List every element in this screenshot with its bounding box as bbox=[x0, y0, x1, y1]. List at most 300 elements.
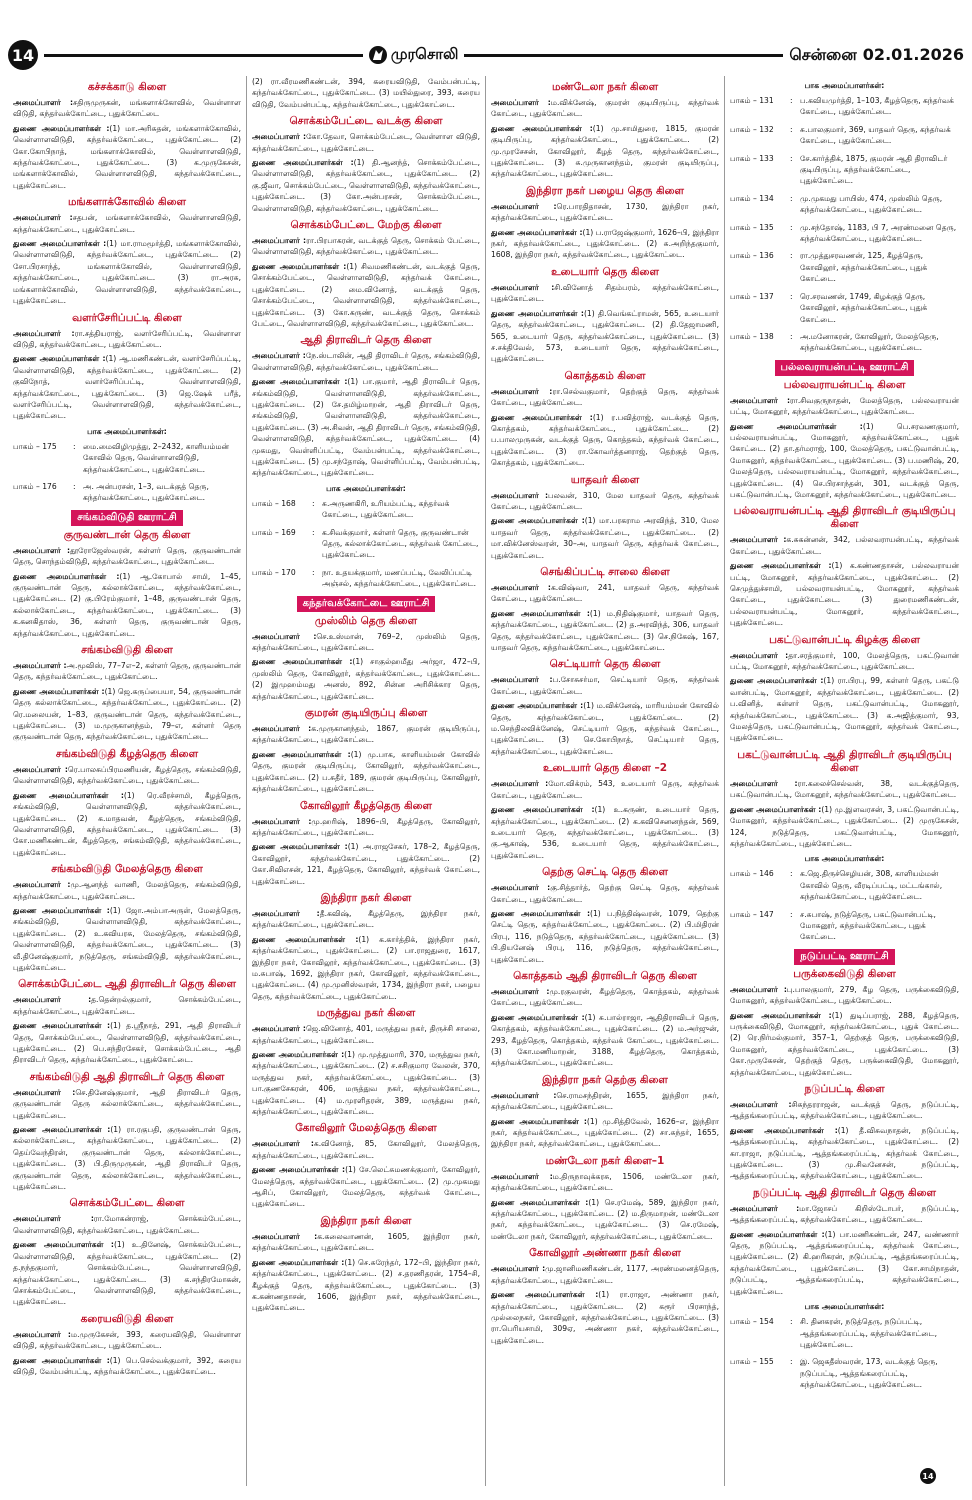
organizer-label: அமைப்பாளர் : bbox=[252, 1231, 318, 1241]
part-organizer-text: இ. ஜெகதீஸ்வரன், 173, வடக்குத் தெரு, நடுப்பட்டி, ஆத்தங்கரைப்பட்டி, கந்தர்வக்கோட்டை, புதுக்கோட்டை. bbox=[800, 1357, 938, 1390]
organizer-text: கோ.தேவா, சொக்கம்பேட்டை, வெள்ளாள விடுதி, கந்தர்வக்கோட்டை, புதுக்கோட்டை. bbox=[252, 132, 481, 153]
deputy-organizers-entry bbox=[252, 1049, 480, 1117]
organizer-text: ரா.கலைச்செல்வன், 38, வடக்குத்தெரு, பகட்டுவான்பட்டி, மோகனூர், கந்தர்வக்கோட்டை, புதுக்கோட்டை. bbox=[730, 778, 959, 800]
branch-title: கோவிலூர் கீழத்தெரு கிளை bbox=[299, 799, 432, 812]
organizer-label: அமைப்பாளர் : bbox=[491, 386, 553, 396]
organizer-label: அமைப்பாளர் : bbox=[13, 661, 67, 671]
deputy-organizers-entry bbox=[730, 1229, 959, 1297]
deputy-organizers-entry bbox=[13, 353, 241, 421]
organizer-label: அமைப்பாளர் : bbox=[491, 490, 548, 500]
deputy-text: (1) ப.ராஜேஷ்குமார், 1626–பி, இந்திரா நகர், கந்தர்வக்கோட்டை, புதுக்கோட்டை. (2) சு.அறிந்தகுமார், 1608, இந்திரா நகர், கந்தர்வக்கோட்டை, புதுக்கோட்டை. bbox=[491, 227, 719, 260]
branch-title: கச்சக்காடு கிளை bbox=[87, 81, 167, 93]
part-organizer-text: நா. உதயக்குமார், மணப்பட்டி, வேலிப்பட்டி அஞ்சல், கந்தர்வக்கோட்டை, புதுக்கோட்டை. bbox=[322, 567, 477, 589]
deputy-organizers-entry bbox=[252, 1257, 480, 1314]
deputy-label: துணை அமைப்பாளர்கள் : bbox=[252, 377, 348, 387]
branch-title: யாதவர் கிளை bbox=[570, 473, 640, 486]
deputy-organizers-entry bbox=[730, 560, 959, 628]
organizer-text: சதபன், மங்களாக்கோவில், வெள்ளாளவிடுதி, கந்தர்வக்கோட்டை, புதுக்கோட்டை. bbox=[13, 213, 241, 234]
organizer-label: அமைப்பாளர் : bbox=[730, 1100, 792, 1109]
organizer-label: அமைப்பாளர் : bbox=[730, 650, 789, 660]
organizer-text: சி.வினோத் சிதம்பரம், கந்தர்வக்கோட்டை, புதுக்கோட்டை. bbox=[491, 282, 719, 304]
branch-title: நடுப்பட்டி ஆதி திராவிடர் தெரு கிளை bbox=[752, 1186, 936, 1199]
organizer-text: அ.மூவிஸ், 77–7எ–2, கள்ளர் தெரு, குருவண்டான் தெரு, கந்தர்வக்கோட்டை, புதுக்கோட்டை. bbox=[13, 661, 241, 682]
deputy-organizers-entry bbox=[252, 157, 480, 214]
deputy-label: துணை அமைப்பாளர்கள் : bbox=[252, 657, 353, 667]
branch-title: மண்டேலா நகர் கிளை–1 bbox=[545, 1154, 665, 1167]
part-organizer-text: சு.பாலகுமார், 369, யாதவர் தெரு, கந்தர்வக் கோட்டை, புதுக்கோட்டை. bbox=[800, 124, 951, 146]
deputy-label: துணை அமைப்பாளர்கள் : bbox=[491, 701, 584, 711]
part-organizer-text: மு.சந்தோஷ், 1183, பி 7, அரண்மனை தெரு, கந்தர்வக்கோட்டை, புதுக்கோட்டை. bbox=[800, 222, 957, 244]
column-2 bbox=[247, 76, 486, 1486]
organizer-text: ரா.செல்வகுமார், தெற்குத் தெரு, கந்தர்வக் கோட்டை, புதுக்கோட்டை. bbox=[491, 386, 719, 408]
dateline-city: சென்னை bbox=[789, 44, 857, 64]
organizer-text: க.கலைவாணன், 1605, இந்திரா நகர், கந்தர்வக்கோட்டை, புதுக்கோட்டை. bbox=[252, 1231, 480, 1253]
deputy-label: துணை அமைப்பாளர்கள் : bbox=[13, 790, 124, 800]
masthead-rule-right bbox=[464, 54, 783, 57]
branch-title: கொத்தகம் கிளை bbox=[564, 369, 646, 382]
organizer-text: மு.ஹரிஷ், 1896–பி, கீழத்தெரு, கோவிலூர், கந்தர்வக்கோட்டை, புதுக்கோட்டை. bbox=[252, 816, 480, 837]
dateline bbox=[789, 45, 964, 66]
part-number: பாகம் – 137 bbox=[730, 291, 774, 301]
organizer-label: அமைப்பாளர் : bbox=[13, 995, 92, 1005]
part-organizer-row: பாகம் – 137 : ரெ.சரவணன், 1749, கிழக்குத் தெரு, கோவிலூர், கந்தர்வக்கோட்டை, புதுக் கோட்டை. bbox=[730, 291, 959, 325]
part-organizer-text: அ.மனோகரன், கோவிலூர், மேலத்தெரு, கந்தர்வக்கோட்டை, புதுக்கோட்டை. bbox=[800, 331, 939, 353]
deputy-organizers-entry bbox=[252, 261, 480, 329]
deputy-text: (1) மா.பரகராம அரவிந்த், 310, மேல யாதவர் தெரு, கந்தர்வக்கோட்டை, புதுக்கோட்டை. (2) மா.விக்னேஸ்வரன், 30–அ, யாதவர் தெரு, கந்தர்வக் கோட்டை, புதுக்கோட்டை. bbox=[491, 516, 719, 560]
deputy-organizers-entry bbox=[491, 1289, 719, 1346]
part-organizer-text: மை.மைவிழிமுத்து, 2–2432, காளியம்மன் கோவில் தெரு, வெள்ளாளவிடுதி, கந்தர்வக்கோட்டை, புதுக்கோட்டை. bbox=[83, 441, 230, 474]
deputy-text: (1) ரா.ரகுபதி, குருவண்டான் தெரு, கல்லாக்கோட்டை, கந்தர்வக்கோட்டை, புதுக்கோட்டை. (2) தெய்வேந்திரன், குருவண்டான் தெரு, கல்லாக்கோட்டை, புதுக்கோட்டை. (3) பி.திருமுருகன், ஆதி திராவிடர் தெரு, குருவண்டான் தெரு, கல்லாக்கோட்டை, கந்தர்வக்கோட்டை, புதுக்கோட்டை. bbox=[13, 1125, 241, 1192]
deputy-text: (1) மு.இளவரசன், 3, பகட்டுவான்பட்டி, மோகனூர், கந்தர்வக்கோட்டை, புதுக்கோட்டை. (2) முருகேசன், 124, நடுத்தெரு, பகட்டுவான்பட்டி, மோகனூர், கந்தர்வக்கோட்டை, புதுக்கோட்டை. bbox=[730, 804, 959, 848]
part-organizer-row: பாகம் – 133 : சே.கார்த்திக், 1875, குமரன் ஆதி திராவிடர் குடியிருப்பு, கந்தர்வக்கோட்டை, புதுக்கோட்டை. bbox=[730, 153, 959, 187]
deputy-organizers-entry bbox=[491, 1116, 719, 1150]
organizer-entry bbox=[491, 1171, 719, 1194]
organizer-label: அமைப்பாளர் : bbox=[491, 883, 551, 893]
organizer-text: க.சுகன்னன், 342, பல்லவராயன்பட்டி, கந்தர்வக் கோட்டை, புதுக்கோட்டை. bbox=[730, 535, 959, 556]
organizer-entry bbox=[730, 534, 959, 557]
deputy-text: (1) பா.குமார், ஆதி திராவிடர் தெரு, சங்கம்விடுதி, வெள்ளாளவிடுதி, கந்தர்வக்கோட்டை, புதுக்கோட்டை. (2) சே.தமிழ்மாறன், ஆதி திராவிடர் தெரு, சங்கம்விடுதி, வெள்ளாளவிடுதி, கந்தர்வக்கோட்டை, புதுக்கோட்டை. (3) அ.சிவன், ஆதி திராவிடர் தெரு, சங்கம்விடுதி, வெள்ளாளவிடுதி, கந்தர்வக்கோட்டை, புதுக்கோட்டை. (4) முகமது, வெள்ளிப்பட்டி, வேம்பன்பட்டி, கந்தர்வக்கோட்டை, புதுக்கோட்டை. (5) மு.சந்தோஷ், வெள்ளிப்பட்டி, வேம்பன்பட்டி, கந்தர்வக்கோட்டை, புதுக்கோட்டை. bbox=[252, 377, 480, 478]
deputy-organizers-entry bbox=[252, 749, 480, 795]
deputy-label: துணை அமைப்பாளர்கள் : bbox=[730, 676, 824, 686]
panchayat-banner: நடுப்பட்டி ஊராட்சி bbox=[794, 949, 894, 965]
organizer-label: அமைப்பாளர் : bbox=[491, 201, 557, 211]
branch-title: இந்திரா நகர் தெற்கு கிளை bbox=[542, 1073, 668, 1086]
organizer-text: சிசுந்தரராஜன், வடக்குத் தெரு, நடுப்பட்டி, ஆத்தங்கரைப்பட்டி, கந்தர்வக்கோட்டை, புதுக்கோட்டை. bbox=[730, 1100, 959, 1121]
deputy-organizers-entry bbox=[252, 656, 480, 702]
deputy-text: (1) க.கார்த்திக், இந்திரா நகர், கந்தர்வக்கோட்டை, புதுக்கோட்டை. (2) பா.ராஜதுரை, 1617, இந்திரா நகர், கோவிலூர், கந்தர்வக்கோட்டை, புதுக்கோட்டை. (3) ம.சுபாஷ், 1692, இந்திரா நகர், கோவிலூர், கந்தர்வக்கோட்டை, புதுக்கோட்டை. (4) மு.முனிஸ்வரன், 1734, இந்திரா நகர், பழைய தெரு, கந்தர்வக்கோட்டை, புதுக்கோட்டை. bbox=[252, 934, 481, 1001]
panchayat-banner: கந்தர்வக்கோட்டை ஊராட்சி bbox=[297, 596, 436, 612]
part-organizer-text: ரா.முத்துசரவணன், 125, கீழத்தெரு, கோவிலூர், கந்தர்வக்கோட்டை, புதுக் கோட்டை. bbox=[800, 251, 928, 284]
part-number: பாகம் – 169 bbox=[252, 527, 296, 537]
branch-title: குருவண்டான் தெரு கிளை bbox=[63, 528, 191, 541]
organizer-label: அமைப்பாளர் : bbox=[491, 282, 555, 292]
deputy-label: துணை அமைப்பாளர்கள் : bbox=[252, 1165, 346, 1175]
deputy-label: துணை அமைப்பாளர்கள் : bbox=[13, 905, 110, 915]
part-organizers-heading: பாக அமைப்பாளர்கள்: bbox=[804, 1302, 885, 1312]
deputy-organizers-entry bbox=[491, 308, 719, 365]
deputy-text: (1) ம.நிதிஷ்குமார், யாதவர் தெரு, கந்தர்வக்கோட்டை, புதுக்கோட்டை. (2) த.அரவிந்த், 306, யாதவர் தெரு, கந்தர்வக்கோட்டை, புதுக்கோட்டை. (3) செ.நிகேஷ், 167, யாதவர் தெரு, கந்தர்வக்கோட்டை, புதுக்கோட்டை. bbox=[491, 608, 719, 653]
deputy-label: துணை அமைப்பாளர்கள் : bbox=[252, 261, 347, 271]
deputy-text: (1) ஜோ.அம்பாஅருள், மேலத்தெரு, சங்கம்விடுதி, வெள்ளாளவிடுதி, கந்தர்வக்கோட்டை, புதுக்கோட்டை. (2) உ.கவியரசு, மேலத்தெரு, சங்கம்விடுதி, வெள்ளாளவிடுதி, கந்தர்வக்கோட்டை, புதுக்கோட்டை. (3) வீ.தினேஷ்குமார், நடுத்தெரு, சங்கம்விடுதி, கந்தர்வக்கோட்டை, புதுக்கோட்டை. bbox=[13, 905, 241, 972]
organizer-label: அமைப்பாளர் : bbox=[730, 1203, 800, 1213]
deputy-organizers-entry bbox=[730, 1125, 959, 1182]
organizer-label: அமைப்பாளர் : bbox=[252, 908, 320, 918]
organizer-entry bbox=[252, 1023, 480, 1046]
organizer-entry bbox=[491, 778, 719, 801]
organizer-label: அமைப்பாளர் : bbox=[252, 132, 307, 142]
deputy-organizers-entry bbox=[491, 123, 719, 180]
organizer-entry bbox=[252, 235, 480, 258]
deputy-text: (1) அ.ராஜசேகர், 178–2, கீழத்தெரு, கோவிலூர், கந்தர்வக்கோட்டை, புதுக்கோட்டை. (2) கோ.சிவிஎசன், 121, கீழத்தெரு, கோவிலூர், கந்தர்வக் கோட்டை, புதுக்கோட்டை. bbox=[252, 842, 481, 886]
deputy-label: துணை அமைப்பாளர்கள் : bbox=[13, 1125, 111, 1135]
deputy-organizers-entry bbox=[491, 1012, 719, 1069]
deputy-organizers-entry bbox=[13, 686, 241, 743]
organizer-entry bbox=[13, 212, 241, 235]
deputy-label: துணை அமைப்பாளர்கள் : bbox=[730, 1010, 832, 1020]
branch-title: சங்கம்விடுதி கீழத்தெரு கிளை bbox=[55, 747, 199, 760]
part-organizer-row: பாகம் – 138 : அ.மனோகரன், கோவிலூர், மேலத்தெரு, கந்தர்வக்கோட்டை, புதுக்கோட்டை. bbox=[730, 331, 959, 354]
organizer-entry bbox=[491, 582, 719, 605]
column-3 bbox=[486, 76, 725, 1486]
part-organizers-heading: பாக அமைப்பாளர்கள்: bbox=[87, 426, 167, 436]
deputy-label: துணை அமைப்பாளர்கள் : bbox=[491, 516, 585, 526]
organizer-text: செ.உஸ்மான், 769–2, முஸ்லிம் தெரு, கந்தர்வக்கோட்டை, புதுக்கோட்டை. bbox=[252, 631, 480, 653]
branch-title: கரையவிடுதி கிளை bbox=[80, 1312, 174, 1325]
part-organizer-text: சே.கார்த்திக், 1875, குமரன் ஆதி திராவிடர் குடியிருப்பு, கந்தர்வக்கோட்டை, புதுக்கோட்டை. bbox=[800, 153, 948, 186]
deputy-text: (1) க.கண்ணதாசன், பல்லவராயன் பட்டி, மோகனூர், கந்தர்வக்கோட்டை, புதுக்கோட்டை. (2) செமுத்துச்சாமி, பல்லவராயன்பட்டி, மோகனூர், கந்தர்வக் கோட்டை, புதுக்கோட்டை. (3) துரைமணிகண்டன், பல்லவராயன்பட்டி, மோகனூர், கந்தர்வக்கோட்டை, புதுக்கோட்டை. bbox=[730, 561, 959, 628]
deputy-text: (1) த.ஸ்ரீநாத், 291, ஆதி திராவிடர் தெரு, சொக்கம்பேட்டை, வெள்ளாளவிடுதி, கந்தர்வக்கோட்டை, புதுக்கோட்டை. (2) பெ.சந்திரசேகர், சொக்கம்பேட்டை, ஆதி திராவிடர் தெரு, கந்தர்வக்கோட்டை, புதுக்கோட்டை. bbox=[13, 1021, 241, 1065]
part-organizer-row: பாகம் – 176 : அ. அன்பரசன், 1–3, வடக்குத் தெரு, கந்தர்வக்கோட்டை, புதுக்கோட்டை. bbox=[13, 481, 241, 504]
organizer-text: சதிருமுருகன், மங்களாக்கோவில், வெள்ளாள விடுதி, கந்தர்வக்கோட்டை, புதுக்கோட்டை bbox=[13, 98, 241, 119]
organizer-label: அமைப்பாளர் : bbox=[252, 1024, 306, 1034]
organizer-label: அமைப்பாளர் : bbox=[13, 1329, 71, 1339]
deputy-organizers-entry bbox=[13, 571, 241, 639]
part-organizer-row: பாகம் – 175 : மை.மைவிழிமுத்து, 2–2432, காளியம்மன் கோவில் தெரு, வெள்ளாளவிடுதி, கந்தர்வக்கோட்டை, புதுக்கோட்டை. bbox=[13, 441, 241, 475]
deputy-text: (1) மு.பாக, காளியம்மன் கோவில் தெரு, குமரன் குடியிருப்பு, கோவிலூர், கந்தர்வக்கோட்டை, புதுக்கோட்டை. (2) ப.சுதீர், 189, குமரன் குடியிருப்பு, கோவிலூர், கந்தர்வக்கோட்டை, புதுக்கோட்டை. bbox=[252, 749, 480, 794]
organizer-text: மு.ஆனந்த் வாணி, மேலத்தெரு, சங்கம்விடுதி, கந்தர்வக்கோட்டை, புதுக்கோட்டை. bbox=[13, 880, 241, 901]
organizer-entry bbox=[491, 674, 719, 697]
branch-title: முஸ்லிம் தெரு கிளை bbox=[314, 614, 418, 627]
branch-title: சங்கம்விடுதி மேலத்தெரு கிளை bbox=[51, 863, 203, 876]
part-number: பாகம் – 136 bbox=[730, 251, 774, 261]
organizer-label: அமைப்பாளர் : bbox=[730, 984, 787, 994]
organizer-entry bbox=[491, 97, 719, 120]
part-organizer-text: சி. தினகரன், நடுத்தெரு, நடுப்பட்டி, ஆத்தங்கரைப்பட்டி, கந்தர்வக்கோட்டை, புதுக்கோட்டை. bbox=[800, 1317, 938, 1349]
deputy-label: துணை அமைப்பாளர்கள் : bbox=[13, 1240, 114, 1250]
continued-text: (2) ரா.வீரமணிகண்டன், 394, கரையவிடுதி, வேம்பன்பட்டி, கந்தர்வக்கோட்டை, புதுக்கோட்டை. (3) மயில்துரை, 393, கரைய விடுதி, வேம்பன்பட்டி, கந்தர்வக்கோட்டை, புதுக்கோட்டை. bbox=[252, 77, 480, 109]
deputy-text: (1) துடிப்பராஜ், 288, கீழத்தெரு, பருக்கைவிடுதி, மோகனூர், கந்தர்வக்கோட்டை, புதுக் கோட்டை. (2) ரெ.நிர்மல்குமார், 357–1, தெற்குத் தெரு, பருக்கைவிடுதி, மோகனூர், கந்தர்வக்கோட்டை, புதுக்கோட்டை. (3) கோ.முருகேசன், தெற்குத் தெரு, பருக்கைவிடுதி, மோகனூர், கந்தர்வக்கோட்டை, புதுக்கோட்டை. bbox=[730, 1010, 959, 1077]
part-organizer-row: பாகம் – 169 : க.சிவக்குமார், கள்ளர் தெரு, குருவண்டான் தெரு, கல்லாக்கோட்டை, கந்தர்வக் கோட்டை, புதுக்கோட்டை. bbox=[252, 527, 479, 560]
part-organizer-row: பாகம் – 134 : மு.முகமது பாயிஸ், 474, முஸ்லிம் தெரு, கந்தர்வக்கோட்டை, புதுக்கோட்டை. bbox=[730, 193, 959, 216]
organizer-entry bbox=[491, 201, 719, 224]
organizer-entry bbox=[252, 908, 480, 931]
organizer-entry bbox=[730, 1099, 959, 1122]
organizer-text: தூரோஜேஸ்வரன், கள்ளர் தெரு, குருவண்டான் தெரு, சொந்தம்விடுதி, கந்தர்வக்கோட்டை, புதுக்கோட்டை. bbox=[13, 545, 241, 567]
part-organizer-text: க.ஜெ.திருச்செழியன், 308, காளியம்மன் கோவில் தெரு, வீரடிப்பட்டி, மட்டங்கால், கந்தர்வக்கோட்டை, புதுக்கோட்டை. bbox=[800, 869, 943, 902]
branch-title: சொக்கம்பேட்டை வடக்கு கிளை bbox=[289, 115, 443, 128]
organizer-entry bbox=[252, 131, 480, 154]
branch-title: ஆதி திராவிடர் தெரு கிளை bbox=[300, 334, 432, 347]
organizer-text: ரா.சிவகுருநாதன், மேலத்தெரு, பல்லவராயன் பட்டி, மோகனூர், கந்தர்வக்கோட்டை, புதுக்கோட்டை. bbox=[730, 395, 959, 417]
branch-title: தெற்கு செட்டி தெரு கிளை bbox=[542, 866, 668, 879]
organizer-entry bbox=[13, 1329, 241, 1352]
part-organizer-row: பாகம் – 131 : ப.கவியமுர்த்தி, 1–103, கீழத்தெரு, கந்தர்வக் கோட்டை, புதுக்கோட்டை. bbox=[730, 95, 959, 118]
branch-title: குமரன் குடியிருப்பு கிளை bbox=[304, 707, 428, 720]
deputy-organizers-entry bbox=[730, 421, 959, 501]
organizer-entry bbox=[13, 1213, 241, 1236]
organizer-label: அமைப்பாளர் : bbox=[491, 1264, 546, 1274]
deputy-organizers-entry bbox=[491, 608, 719, 654]
rising-sun-logo-icon bbox=[369, 46, 387, 64]
organizer-text: க.விஷ்வா, 241, யாதவர் தெரு, கந்தர்வக் கோட்டை, புதுக்கோட்டை. bbox=[491, 583, 719, 604]
organizer-label: அமைப்பாளர் : bbox=[13, 328, 75, 338]
part-number: பாகம் – 155 bbox=[730, 1357, 774, 1367]
organizer-entry bbox=[13, 764, 241, 787]
branch-title: பல்லவராயன்பட்டி கிளை bbox=[783, 378, 906, 391]
branch-title: செட்டியார் தெரு கிளை bbox=[549, 658, 661, 671]
organizer-text: ரா.பிரபாகரன், வடக்குத் தெரு, சொக்கம் பேட்டை, வெள்ளாளவிடுதி, கந்தர்வக்கோட்டை, புதுக்கோட்டை. bbox=[252, 236, 480, 257]
branch-title: உடையார் தெரு கிளை –2 bbox=[542, 762, 668, 775]
part-organizer-text: க.சிவக்குமார், கள்ளர் தெரு, குருவண்டான் தெரு, கல்லாக்கோட்டை, கந்தர்வக் கோட்டை, புதுக்கோட்டை. bbox=[322, 527, 479, 560]
deputy-text: (1) சே.லெட்சுமணக்குமார், கோவிலூர், மேலத்தெரு, கந்தர்வக்கோட்டை, புதுக்கோட்டை. (2) மு.முகமது ஆசிப், கோவிலூர், மேலத்தெரு, கந்தர்வக் கோட்டை, புதுக்கோட்டை. bbox=[252, 1165, 480, 1209]
deputy-label: துணை அமைப்பாளர்கள் : bbox=[491, 1197, 589, 1207]
column-1 bbox=[8, 76, 247, 1486]
deputy-organizers-entry bbox=[13, 1124, 241, 1192]
organizer-label: அமைப்பாளர் : bbox=[252, 724, 312, 734]
part-organizer-row: பாகம் – 168 : சு.அருணகிரி, உரியம்பட்டி, கந்தர்வக் கோட்டை, புதுக்கோட்டை. bbox=[252, 498, 480, 521]
organizer-text: ம.விக்னேஷ், குமரன் குடியிருப்பு, கந்தர்வக் கோட்டை, புதுக்கோட்டை. bbox=[491, 98, 719, 119]
part-number: பாகம் – 154 bbox=[730, 1317, 774, 1327]
deputy-text: (1) தி.வெங்கட்ராமன், 565, உடையார் தெரு, கந்தர்வக்கோட்டை, புதுக்கோட்டை. (2) தி.தேஜாமணி, 565, உடையார் தெரு, கந்தர்வக்கோட்டை, புதுக்கோட்டை. (3) ச.சக்திவேல், 573, உடையார் தெரு, கந்தர்வக்கோட்டை, புதுக்கோட்டை. bbox=[491, 308, 720, 364]
organizer-entry bbox=[13, 1087, 241, 1121]
organizer-text: நே.ஸ்டாலின், ஆதி திராவிடர் தெரு, சங்கம்விடுதி, வெள்ளாளவிடுதி, கந்தர்வக்கோட்டை, புதுக்கோட்டை. bbox=[252, 351, 480, 372]
organizer-entry bbox=[252, 350, 480, 373]
part-number: பாகம் – 147 bbox=[730, 909, 774, 919]
branch-title: சங்கம்விடுதி கிளை bbox=[81, 644, 173, 657]
deputy-label: துணை அமைப்பாளர்கள் : bbox=[730, 804, 822, 814]
deputy-label: துணை அமைப்பாளர்கள் : bbox=[491, 123, 593, 133]
branch-title: வளர்சேரிப்பட்டி கிளை bbox=[72, 311, 182, 324]
deputy-label: துணை அமைப்பாளர்கள் : bbox=[252, 934, 359, 944]
part-organizers-heading: பாக அமைப்பாளர்கள்: bbox=[804, 81, 885, 90]
deputy-text: (1) மு.முத்துமாரி, 370, மருத்துவ நகர், கந்தர்வக்கோட்டை, புதுக்கோட்டை. (2) ச.சசிகுமார வேலன், 370, மருத்துவ நகர், கந்தர்வக்கோட்டை, புதுக்கோட்டை. (3) பா.குணசேகரன், 406, மருத்துவ நகர், கந்தர்வக்கோட்டை, புதுக்கோட்டை. (4) ம.முரளிதரன், 389, மருத்துவ நகர், கந்தர்வக்கோட்டை, புதுக்கோட்டை. bbox=[252, 1050, 480, 1117]
organizer-label: அமைப்பாளர் : bbox=[252, 1139, 314, 1149]
organizer-entry bbox=[491, 882, 719, 905]
organizer-text: பலவன், 310, மேல யாதவர் தெரு, கந்தர்வக் கோட்டை, புதுக்கோட்டை. bbox=[491, 490, 719, 511]
deputy-text: (1) ம.விக்னேஷ், மாரியம்மன் கோவில் தெரு, கந்தர்வக்கோட்டை, புதுக்கோட்டை. (2) ம.செந்திலவிக்னேஷ், செட்டியார் தெரு, கந்தர்வக் கோட்டை, புதுக்கோட்டை. (3) செ.கோபிநாத், செட்டியார் தெரு, கந்தர்வக்கோட்டை, புதுக்கோட்டை. bbox=[491, 701, 719, 756]
deputy-label: துணை அமைப்பாளர்கள் : bbox=[491, 805, 595, 815]
part-organizer-text: ச.சுபாஷ், நடுத்தெரு, பகட்டுவான்பட்டி, மோகனூர், கந்தர்வக்கோட்டை, புதுக் கோட்டை. bbox=[800, 909, 936, 942]
branch-title: சொக்கம்பேட்டை ஆதி திராவிடர் தெரு கிளை bbox=[18, 978, 236, 991]
organizer-label: அமைப்பாளர் : bbox=[491, 1090, 557, 1100]
deputy-text: (1) மா.ராமமூர்த்தி, மங்களாக்கோவில், வெள்ளாளவிடுதி, கந்தர்வக்கோட்டை, புதுக்கோட்டை. (2) சோ.பிரசாந்த், மங்களாக்கோவில், வெள்ளாளவிடுதி, கந்தர்வக்கோட்டை, புதுக்கோட்டை. (3) ரா.அரசு, மங்களாக்கோவில், வெள்ளாளவிடுதி, கந்தர்வக்கோட்டை, புதுக்கோட்டை. bbox=[13, 239, 242, 306]
deputy-organizers-entry bbox=[491, 804, 719, 861]
organizer-entry bbox=[13, 545, 241, 568]
deputy-text: (1) தீ.விசுவநாதன், நடுப்பட்டி, ஆத்தங்கரைப்பட்டி, கந்தர்வக்கோட்டை, புதுக்கோட்டை. (2) கா.ராஜா, நடுப்பட்டி, ஆத்தங்கரைப்பட்டி, கந்தர்வக் கோட்டை, புதுக்கோட்டை. (3) மு.சிவனேசன், நடுப்பட்டி, ஆத்தங்கரைப்பட்டி, கந்தர்வக்கோட்டை, புதுக்கோட்டை. bbox=[730, 1125, 959, 1181]
branch-title: கோவிலூர் அண்ணா நகர் கிளை bbox=[529, 1247, 681, 1260]
deputy-label: துணை அமைப்பாளர்கள் : bbox=[491, 412, 593, 422]
organizer-entry bbox=[491, 386, 719, 409]
deputy-label: துணை அமைப்பாளர்கள் : bbox=[491, 608, 590, 618]
organizer-text: க.முருகானந்தம், 1867, குமரன் குடியிருப்பு, கந்தர்வக்கோட்டை, புதுக்கோட்டை. bbox=[252, 724, 480, 745]
part-organizer-text: சு.அருணகிரி, உரியம்பட்டி, கந்தர்வக் கோட்டை, புதுக்கோட்டை. bbox=[322, 498, 450, 520]
deputy-label: துணை அமைப்பாளர்கள் : bbox=[13, 1021, 111, 1031]
deputy-label: துணை அமைப்பாளர்கள் : bbox=[252, 158, 354, 168]
organizer-label: அமைப்பாளர் : bbox=[252, 631, 317, 641]
organizer-text: ரா.மோகன்ராஜ், சொக்கம்பேட்டை, வெள்ளாளவிடுதி, கந்தர்வக்கோட்டை, புதுக்கோட்டை. bbox=[13, 1214, 241, 1235]
organizer-entry bbox=[491, 986, 719, 1009]
branch-title: இந்திரா நகர் கிளை bbox=[320, 1214, 412, 1227]
deputy-label: துணை அமைப்பாளர்கள் : bbox=[13, 571, 120, 581]
deputy-label: துணை அமைப்பாளர்கள் : bbox=[730, 561, 832, 571]
branch-title: கோவிலூர் மேலத்தெரு கிளை bbox=[295, 1122, 437, 1135]
deputy-organizers-entry bbox=[13, 905, 241, 973]
deputy-organizers-entry bbox=[730, 1010, 959, 1078]
deputy-text: (1) ஆ.கோபால் சாமி, 1–45, குருவண்டான் தெரு, கல்லாக்கோட்டை, கந்தர்வக்கோட்டை, புதுக்கோட்டை. (2) கு.பிரேம்குமார், 1–48, குருவண்டான் தெரு, கல்லாக்கோட்டை, கந்தர்வக்கோட்டை, புதுக்கோட்டை. (3) க.கனகிதாஸ், 36, கள்ளர் தெரு, குருவண்டான் தெரு, கந்தர்வக்கோட்டை, புதுக்கோட்டை. bbox=[13, 571, 241, 638]
deputy-organizers-entry bbox=[252, 1164, 480, 1210]
deputy-organizers-entry bbox=[252, 376, 480, 479]
deputy-text: (1) ஜெ.கருப்பையா, 54, குருவண்டான் தெரு கல்லாக்கோட்டை, கந்தர்வக்கோட்டை, புதுக்கோட்டை. (2) ரெ.மலையன், 1–83, குருவண்டான் தெரு, கந்தர்வக்கோட்டை, புதுக்கோட்டை. (3) ம.முருகானந்தம், 79–எ, கள்ளர் தெரு குருவண்டான் தெரு, கந்தர்வக்கோட்டை, புதுக்கோட்டை. bbox=[13, 686, 242, 742]
part-organizer-row: பாகம் – 132 : சு.பாலகுமார், 369, யாதவர் தெரு, கந்தர்வக் கோட்டை, புதுக்கோட்டை. bbox=[730, 124, 959, 147]
organizer-label: அமைப்பாளர் : bbox=[491, 1171, 553, 1181]
deputy-text: (1) சு.பால்ராஜா, ஆதிதிராவிடர் தெரு, கொத்தகம், கந்தர்வக்கோட்டை, புதுக்கோட்டை. (2) ம.அர்ஜுன், 293, கீழத்தெரு, கொத்தகம், கந்தர்வக் கோட்டை, புதுக்கோட்டை. (3) கோ.மணிமாறன், 3188, கீழத்தெரு, கொத்தகம், கந்தர்வக்கோட்டை, புதுக்கோட்டை. bbox=[491, 1012, 719, 1068]
deputy-text: (1) செ.ரமேஷ், 589, இந்திரா நகர், கந்தர்வக்கோட்டை, புதுக்கோட்டை. (2) ம.திருமாறன், மண்டேலா நகர், கந்தர்வக்கோட்டை, புதுக்கோட்டை. (3) செ.ரமேஷ், மண்டேலா நகர், கோவிலூர், கந்தர்வக்கோட்டை, புதுக்கோட்டை. bbox=[491, 1197, 720, 1241]
deputy-label: துணை அமைப்பாளர்கள் : bbox=[252, 1257, 345, 1267]
deputy-label: துணை அமைப்பாளர்கள் : bbox=[13, 123, 110, 133]
organizer-text: மா.ஜோசப் கிறிஸ்டோபர், நடுப்பட்டி, ஆத்தங்கரைப்பட்டி, கந்தர்வக்கோட்டை, புதுக்கோட்டை. bbox=[730, 1203, 959, 1225]
part-organizer-row: பாகம் – 146 : க.ஜெ.திருச்செழியன், 308, காளியம்மன் கோவில் தெரு, வீரடிப்பட்டி, மட்டங்கால், கந்தர்வக்கோட்டை, புதுக்கோட்டை. bbox=[730, 868, 959, 902]
organizer-label: அமைப்பாளர் : bbox=[13, 880, 71, 890]
deputy-text: (1) மா.அரிசுதன், மங்களாக்கோவில், வெள்ளாளவிடுதி, கந்தர்வக்கோட்டை, புதுக்கோட்டை. (2) கோ.கோபிநாத், மங்களாக்கோவில், வெள்ளாளவிடுதி, கந்தர்வக்கோட்டை, புதுக்கோட்டை. (3) க.முருகேசன், மங்களாக்கோவில், வெள்ளாளவிடுதி, கந்தர்வக்கோட்டை, புதுக்கோட்டை. bbox=[13, 123, 242, 190]
part-organizer-row: பாகம் – 170 : நா. உதயக்குமார், மணப்பட்டி, வேலிப்பட்டி அஞ்சல், கந்தர்வக்கோட்டை, புதுக்கோட்டை. bbox=[252, 567, 480, 590]
part-organizer-text: ப.கவியமுர்த்தி, 1–103, கீழத்தெரு, கந்தர்வக் கோட்டை, புதுக்கோட்டை. bbox=[800, 96, 954, 117]
organizer-text: ஜெ.வினோத், 401, மருத்துவ நகர், திருச்சி சாலை, கந்தர்வக்கோட்டை, புதுக்கோட்டை. bbox=[252, 1024, 480, 1045]
deputy-text: (1) ரா.பிரபு, 99, கள்ளர் தெரு, பகட்டு வான்பட்டி, மோகனூர், கந்தர்வக்கோட்டை, புதுக்கோட்டை. (2) ப.வினித், கள்ளர் தெரு, பகட்டுவான்பட்டி, மோகனூர், கந்தர்வக்கோட்டை, புதுக்கோட்டை. (3) க.அஜித்குமார், 93, மேலத்தெரு, பகட்டுவான்பட்டி, மோகனூர், கந்தர்வக் கோட்டை, புதுக்கோட்டை. bbox=[730, 676, 959, 743]
deputy-text: (1) ர.பவித்ராஜ், வடக்குத் தெரு, கொத்தகம், கந்தர்வக்கோட்டை, புதுக்கோட்டை. (2) ப.பாலமுருகன், வடக்குத் தெரு, கொத்தகம், கந்தர்வக் கோட்டை, புதுக்கோட்டை. (3) ரா.கோவர்த்தனராஜ், தெற்குத் தெரு, கொத்தகம், புதுக்கோட்டை. bbox=[491, 412, 719, 468]
part-organizer-row: பாகம் – 155 : இ. ஜெகதீஸ்வரன், 173, வடக்குத் தெரு, நடுப்பட்டி, ஆத்தங்கரைப்பட்டி, கந்தர்வக்கோட்டை, புதுக்கோட்டை. bbox=[730, 1356, 959, 1390]
deputy-label: துணை அமைப்பாளர்கள் : bbox=[491, 1012, 585, 1022]
organizer-label: அமைப்பாளர் : bbox=[491, 583, 551, 592]
part-number: பாகம் – 131 bbox=[730, 96, 774, 105]
deputy-text: (1) மு.சித்திவேல், 1626–எ, இந்திரா நகர், கந்தர்வக்கோட்டை, புதுக்கோட்டை. (2) சா.சுந்தர், 1655, இந்திரா நகர், கந்தர்வக்கோட்டை, புதுக்கோட்டை. bbox=[491, 1116, 719, 1149]
page-number-badge: 14 bbox=[8, 40, 38, 70]
dateline-date: 02.01.2026 bbox=[862, 44, 965, 64]
organizer-label: அமைப்பாளர் : bbox=[491, 779, 549, 789]
organizer-text: பு.பாலகுமார், 279, கீழ தெரு, பருக்கைவிடுதி, மோகனூர், கந்தர்வக்கோட்டை, புதுக்கோட்டை. bbox=[730, 984, 959, 1006]
branch-title: சங்கம்விடுதி ஆதி திராவிடர் தெரு கிளை bbox=[29, 1070, 225, 1083]
part-number: பாகம் – 168 bbox=[252, 498, 296, 508]
deputy-organizers-entry bbox=[13, 238, 241, 306]
organizer-entry bbox=[491, 490, 719, 513]
organizer-entry bbox=[491, 1090, 719, 1113]
deputy-organizers-entry bbox=[13, 1020, 241, 1066]
organizer-entry bbox=[13, 97, 241, 120]
deputy-label: துணை அமைப்பாளர்கள் : bbox=[252, 1050, 345, 1059]
panchayat-banner: சங்கம்விடுதி ஊராட்சி bbox=[71, 510, 183, 526]
organizer-entry bbox=[730, 778, 959, 801]
deputy-organizers-entry bbox=[252, 934, 480, 1002]
organizer-entry bbox=[252, 631, 480, 654]
organizer-label: அமைப்பாளர் : bbox=[13, 764, 68, 774]
deputy-organizers-entry bbox=[491, 700, 719, 757]
organizer-text: ப.சோசுசர்மா, செட்டியார் தெரு, கந்தர்வக் கோட்டை, புதுக்கோட்டை. bbox=[491, 675, 719, 696]
organizer-text: தா.சரத்குமார், 100, மேலத்தெரு, பகட்டுவான் பட்டி, மோகனூர், கந்தர்வக்கோட்டை, புதுக்கோட்டை. bbox=[730, 650, 959, 672]
organizer-text: செ.தினேஷ்குமார், ஆதி திராவிடர் தெரு, குருவண்டான் தெரு கல்லாக்கோட்டை, கந்தர்வக்கோட்டை, புதுக்கோட்டை. bbox=[13, 1087, 241, 1120]
deputy-label: துணை அமைப்பாளர்கள் : bbox=[491, 308, 584, 318]
organizer-text: செ.ராமசந்திரன், 1655, இந்திரா நகர், கந்தர்வக்கோட்டை, புதுக்கோட்டை. bbox=[491, 1090, 719, 1112]
part-number: பாகம் – 135 bbox=[730, 222, 774, 232]
deputy-organizers-entry bbox=[730, 675, 959, 743]
deputy-label: துணை அமைப்பாளர்கள் : bbox=[491, 908, 590, 918]
branch-title: கொத்தகம் ஆதி திராவிடர் தெரு கிளை bbox=[513, 969, 697, 982]
deputy-text: (1) சாகுல்ஹமீது அர்ஜா, 472–பி, முஸ்லிம் தெரு, கோவிலூர், கந்தர்வக்கோட்டை, புதுக்கோட்டை. (2) இமுஹம்மது அனஸ், 892, சின்ன அரிசிக்கார தெரு, கந்தர்வக்கோட்டை, புதுக்கோட்டை. bbox=[252, 657, 480, 701]
deputy-text: (1) பெ.செல்வக்குமார், 392, கரைய விடுதி, வேம்பன்பட்டி, கந்தர்வக்கோட்டை, புதுக்கோட்டை. bbox=[13, 1355, 241, 1376]
deputy-organizers-entry bbox=[13, 790, 241, 858]
masthead-rule-left bbox=[44, 54, 363, 57]
part-organizers-heading: பாக அமைப்பாளர்கள்: bbox=[326, 483, 406, 493]
branch-title: மண்டேலா நகர் கிளை bbox=[551, 81, 659, 93]
organizer-text: த.தென்றல்குமார், சொக்கம்பேட்டை, கந்தர்வக்கோட்டை, புதுக்கோட்டை. bbox=[13, 995, 241, 1016]
organizer-entry bbox=[13, 660, 241, 683]
organizer-label: அமைப்பாளர் : bbox=[13, 545, 71, 555]
masthead-brand bbox=[369, 45, 459, 65]
deputy-text: (1) ப.நித்திஷ்வரன், 1079, தெற்கு செட்டி தெரு, கந்தர்வக்கோட்டை, புதுக்கோட்டை. (2) பி.மிதிரன் பிரபு, 116, நடுத்தெரு, கந்தர்வக்கோட்டை, புதுக்கோட்டை. (3) பி.தியனேஷ் பிரபு, 116, நடுத்தெரு, கந்தர்வக்கோட்டை, புதுக்கோட்டை. bbox=[491, 908, 719, 964]
deputy-label: துணை அமைப்பாளர்கள் : bbox=[730, 1229, 825, 1239]
organizer-label: அமைப்பாளர் : bbox=[252, 816, 312, 826]
organizer-label: அமைப்பாளர் : bbox=[730, 395, 790, 405]
organizer-entry bbox=[13, 994, 241, 1017]
panchayat-banner: பல்லவராயன்பட்டி ஊராட்சி bbox=[775, 360, 915, 376]
branch-title: பகட்டுவான்பட்டி கிழக்கு கிளை bbox=[769, 633, 920, 646]
deputy-text: (1) மு.சாமிதுரை, 1815, குமரன் குடியிருப்பு, கந்தர்வக்கோட்டை, புதுக்கோட்டை. (2) மு.முரசேசன், கோவிலூர், கீழத் தெரு, கந்தர்வக்கோட்டை, புதுக்கோட்டை. (3) சு.முருகானந்தம், குமரன் குடியிருப்பு, கந்தர்வக்கோட்டை, புதுக்கோட்டை. bbox=[491, 123, 719, 179]
deputy-organizers-entry bbox=[491, 515, 719, 561]
organizer-label: அமைப்பாளர் : bbox=[13, 213, 73, 223]
deputy-label: துணை அமைப்பாளர்கள் : bbox=[491, 1116, 587, 1126]
part-organizer-text: மு.முகமது பாயிஸ், 474, முஸ்லிம் தெரு, கந்தர்வக்கோட்டை, புதுக்கோட்டை. bbox=[800, 193, 943, 215]
part-number: பாகம் – 146 bbox=[730, 869, 774, 879]
organizer-label: அமைப்பாளர் : bbox=[13, 1214, 94, 1224]
deputy-label: துணை அமைப்பாளர்கள் : bbox=[730, 421, 863, 431]
branch-title: சொக்கம்பேட்டை கிளை bbox=[69, 1197, 185, 1210]
part-organizer-row: பாகம் – 154 : சி. தினகரன், நடுத்தெரு, நடுப்பட்டி, ஆத்தங்கரைப்பட்டி, கந்தர்வக்கோட்டை, புதுக்கோட்டை. bbox=[730, 1316, 959, 1350]
deputy-label: துணை அமைப்பாளர்கள் : bbox=[13, 354, 106, 364]
organizer-label: அமைப்பாளர் : bbox=[252, 351, 306, 361]
part-number: பாகம் – 175 bbox=[13, 441, 57, 451]
organizer-entry bbox=[491, 1263, 719, 1286]
organizer-label: அமைப்பாளர் : bbox=[491, 675, 553, 685]
organizer-text: ம.முருகேசன், 393, கரையவிடுதி, வெள்ளாள விடுதி, கந்தர்வக்கோட்டை, புதுக்கோட்டை. bbox=[13, 1329, 241, 1351]
organizer-text: க.வினோத், 85, கோவிலூர், மேலத்தெரு, கந்தர்வக்கோட்டை, புதுக்கோட்டை. bbox=[252, 1139, 480, 1160]
article-columns bbox=[8, 76, 964, 1486]
deputy-organizers-entry bbox=[491, 1197, 719, 1243]
deputy-label: துணை அமைப்பாளர்கள் : bbox=[730, 1125, 838, 1135]
organizer-text: ம.திருநாவுக்கரசு, 1506, மண்டேலா நகர், கந்தர்வக்கோட்டை, புதுக்கோட்டை. bbox=[491, 1171, 719, 1193]
branch-title: மருத்துவ நகர் கிளை bbox=[316, 1007, 416, 1020]
organizer-entry bbox=[730, 650, 959, 673]
organizer-text: கு.சித்தார்த், தெற்கு செட்டி தெரு, கந்தர்வக் கோட்டை, புதுக்கோட்டை. bbox=[491, 883, 719, 904]
deputy-label: துணை அமைப்பாளர்கள் : bbox=[252, 842, 348, 852]
branch-title: செங்கிப்பட்டி சாலை கிளை bbox=[540, 566, 670, 578]
branch-title: சொக்கம்பேட்டை மேற்கு கிளை bbox=[290, 219, 442, 232]
part-number: பாகம் – 138 bbox=[730, 331, 774, 341]
paper-name: முரசொலி bbox=[390, 45, 459, 63]
organizer-label: அமைப்பாளர் : bbox=[730, 778, 798, 788]
organizer-label: அமைப்பாளர் : bbox=[13, 98, 74, 107]
deputy-label: துணை அமைப்பாளர்கள் : bbox=[13, 686, 105, 696]
deputy-organizers-entry bbox=[491, 908, 719, 965]
organizer-label: அமைப்பாளர் : bbox=[491, 986, 550, 996]
deputy-text: (1) பெ.சரவணகுமார், பல்லவராயன்பட்டி, மோகனூர், கந்தர்வக்கோட்டை, புதுக் கோட்டை. (2) தா.தர்மராஜ், 100, மேலத்தெரு, பகட்டுவான்பட்டி, மோகனூர், கந்தர்வக்கோட்டை, புதுக்கோட்டை. (3) ப.மணிஷ், 20, மேலத்தெரு, பல்லவராயன்பட்டி, மோகனூர், கந்தர்வக்கோட்டை, புதுக்கோட்டை. (4) செ.பிரசாந்தன், 301, வடக்குத் தெரு, பகட்டுவான்பட்டி, மோகனூர், கந்தர்வக்கோட்டை, புதுக்கோட்டை. bbox=[730, 421, 960, 499]
